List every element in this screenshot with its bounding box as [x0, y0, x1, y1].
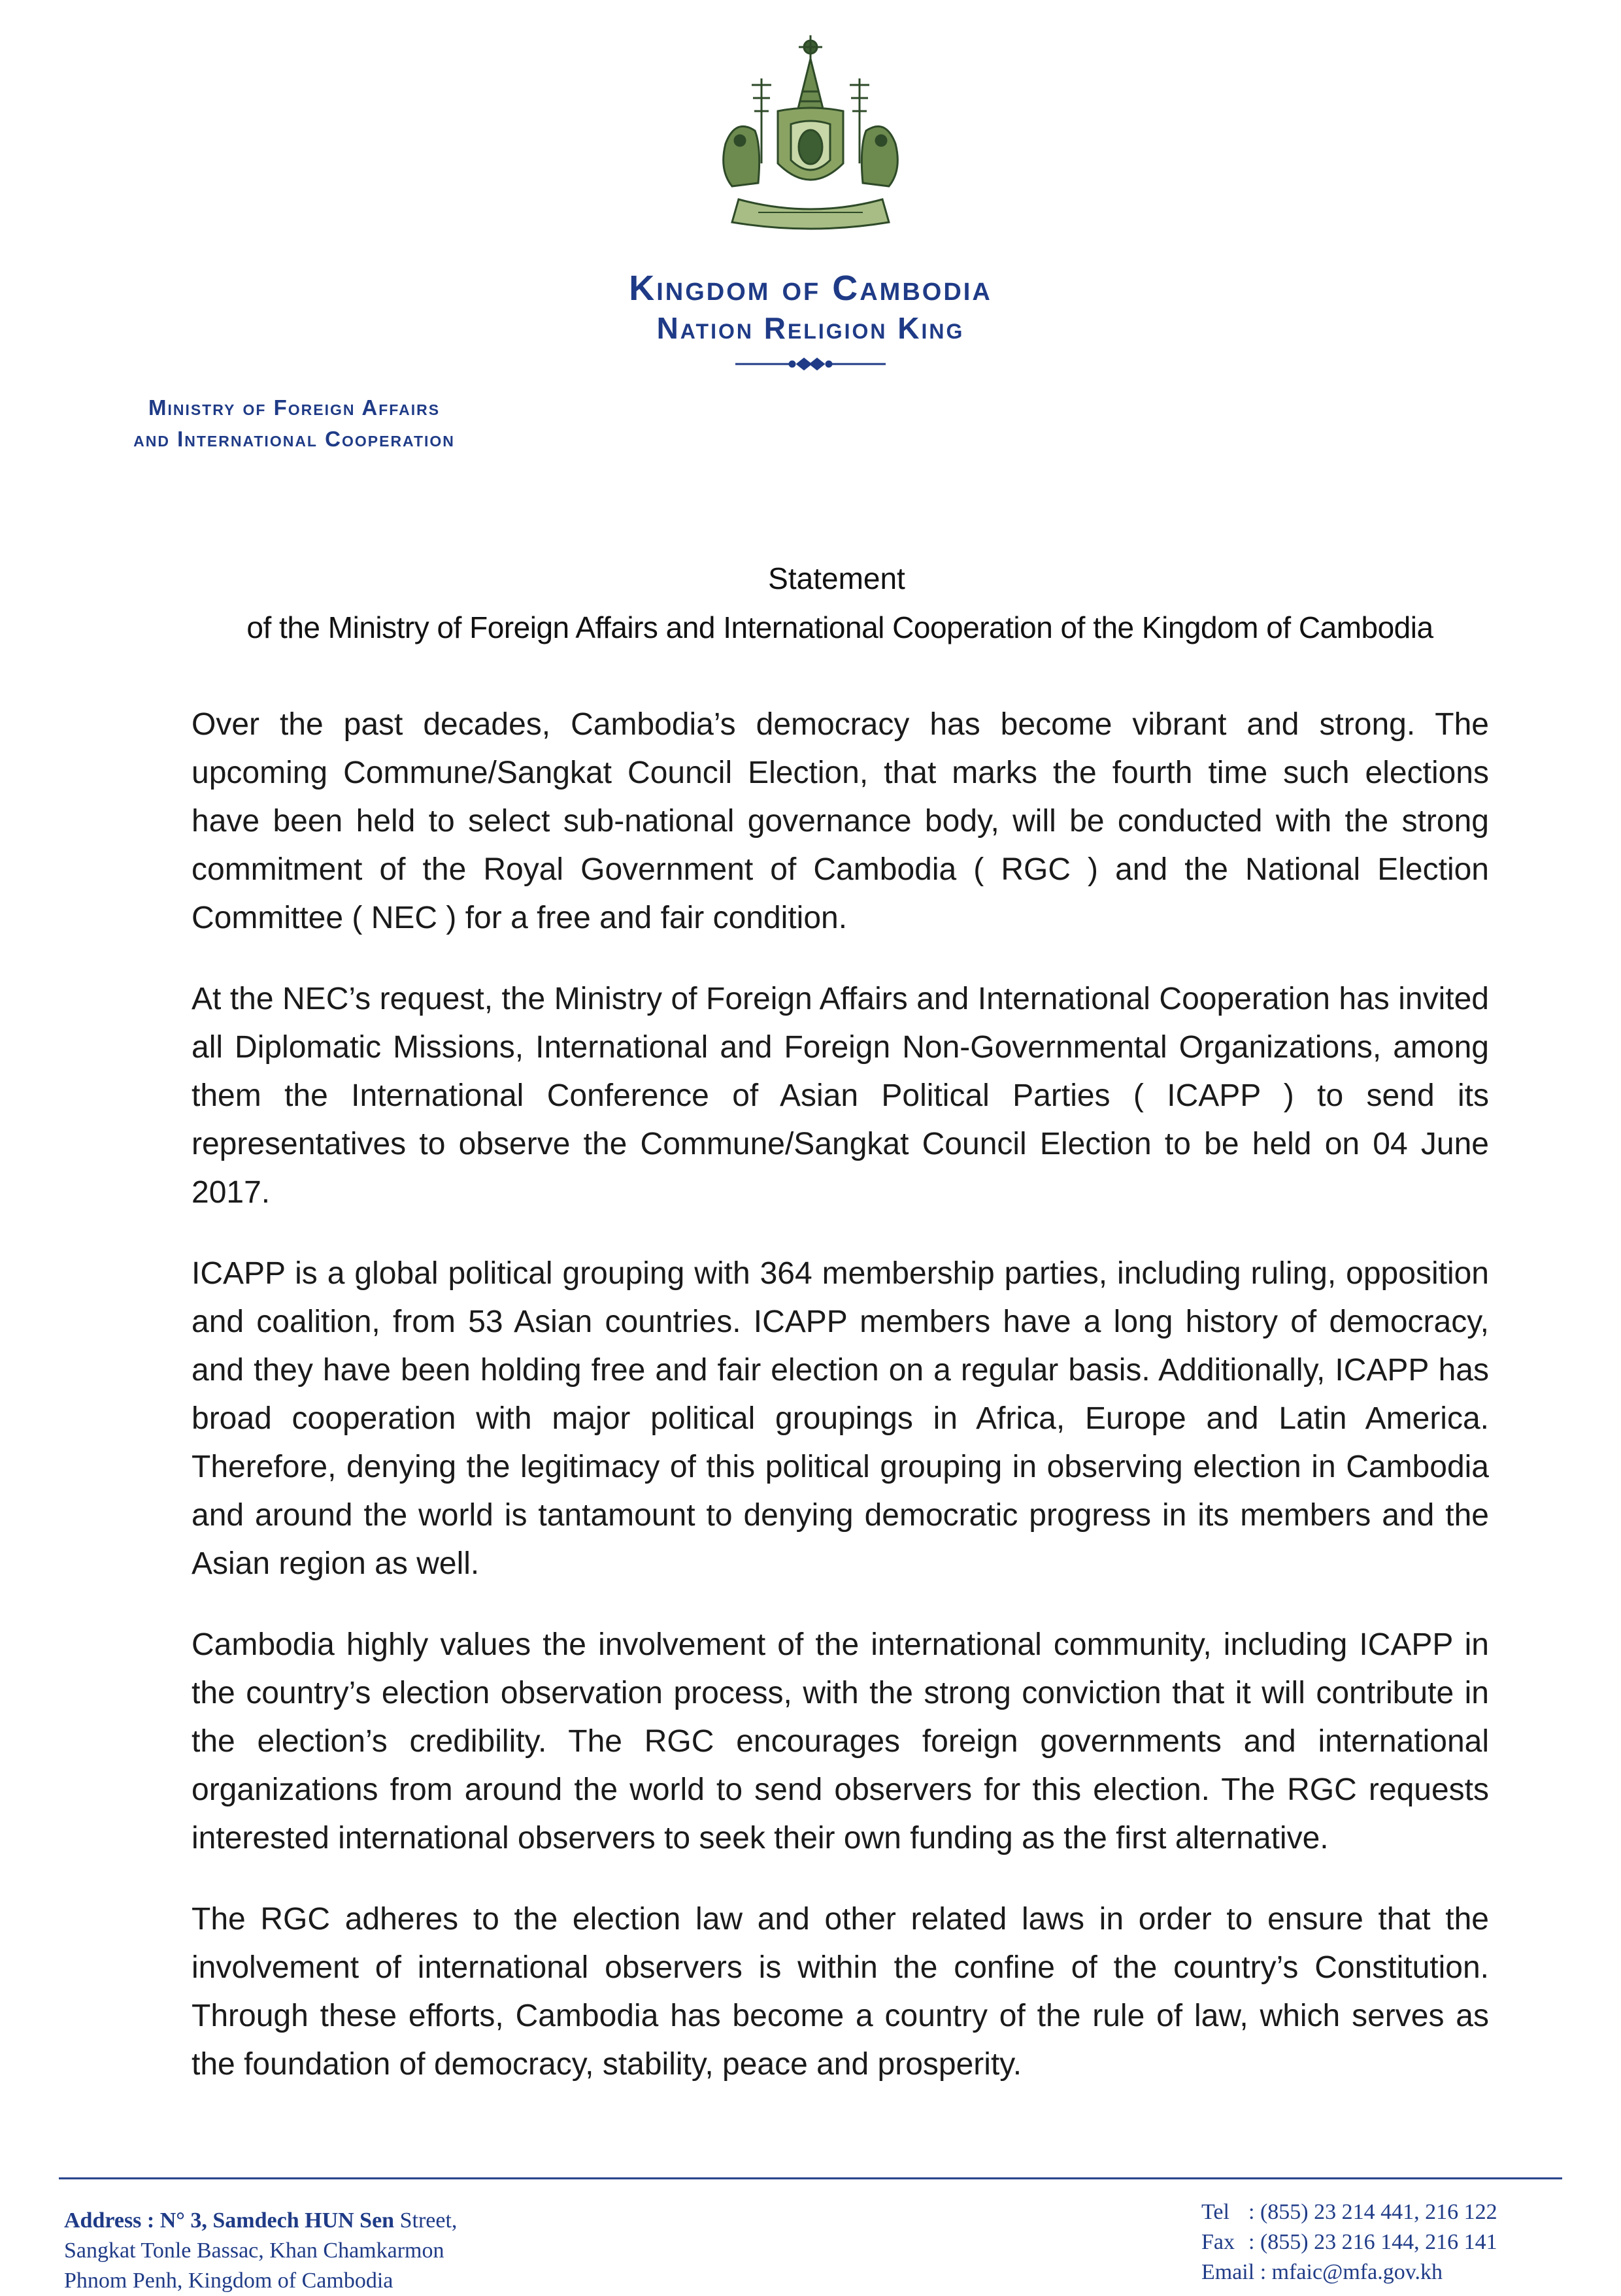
tel-value: : (855) 23 214 441, 216 122	[1248, 2200, 1497, 2224]
kingdom-title: Kingdom of Cambodia	[629, 269, 992, 308]
paragraph-5: The RGC adheres to the election law and other related laws in order to ensure that the involvement of international observers is within the confine of the country’s Constitution. Through these efforts, Cambodia has become a country of the rule of law, which serves as the foundation of democracy, stability, peace and prosperity.	[192, 1902, 1489, 2082]
footer-address	[64, 2206, 652, 2296]
footer-divider	[59, 2176, 1562, 2180]
email-value[interactable]: : mfaic@mfa.gov.kh	[1260, 2260, 1443, 2284]
paragraph-4: Cambodia highly values the involvement of the international community, including ICAPP in the country’s election observation process, with the strong conviction that it will contribute in the election’s credibility. The RGC encourages foreign governments and international organizations from around the world to send observers for this election. The RGC requests interested international observers to seek their own funding as the first alternative.	[192, 1627, 1489, 1855]
kingdom-motto: Nation Religion King	[656, 311, 965, 345]
address-label: Address :	[64, 2208, 155, 2233]
address-line-1	[64, 2206, 652, 2236]
statement-body	[192, 701, 1489, 2121]
paragraph-1: Over the past decades, Cambodia’s democracy has become vibrant and strong. The upcoming Commune/Sangkat Council Election, that marks the fourth time such elections have been held to select sub-national governance body, will be conducted with the strong commitment of the Royal Government of Cambodia ( RGC ) and the National Election Committee ( NEC ) for a free and fair condition.	[192, 707, 1489, 935]
ornament-divider-icon	[732, 356, 889, 372]
tel-label: Tel	[1201, 2200, 1229, 2224]
address-street-word: Street,	[399, 2208, 458, 2233]
address-line-3: Phnom Penh, Kingdom of Cambodia	[64, 2269, 393, 2293]
statement-subtitle: of the Ministry of Foreign Affairs and International Cooperation of the Kingdom of Cambodia	[246, 610, 1433, 644]
ministry-name	[39, 392, 549, 455]
royal-coat-of-arms-icon	[699, 33, 922, 235]
paragraph-2: At the NEC’s request, the Ministry of Foreign Affairs and International Cooperation has invited all Diplomatic Missions, International and Foreign Non-Governmental Organizations, among them the International Conference of Asian Political Parties ( ICAPP ) to send its representatives to observe the Commune/Sangkat Council Election to be held on 04 June 2017.	[192, 982, 1489, 1210]
fax-value: : (855) 23 216 144, 216 141	[1248, 2230, 1497, 2254]
address-number-street: N° 3, Samdech HUN Sen	[159, 2208, 395, 2233]
statement-title: Statement	[768, 561, 905, 595]
contact-tel	[1201, 2197, 1567, 2227]
ministry-line-1: Ministry of Foreign Affairs	[148, 395, 441, 420]
footer-contact	[1201, 2197, 1567, 2288]
contact-fax	[1201, 2227, 1567, 2257]
address-line-2: Sangkat Tonle Bassac, Khan Chamkarmon	[64, 2238, 444, 2263]
fax-label: Fax	[1201, 2230, 1235, 2254]
email-label: Email	[1201, 2260, 1255, 2284]
paragraph-3: ICAPP is a global political grouping with 364 membership parties, including ruling, opposition and coalition, from 53 Asian countries. ICAPP members have a long history of democracy, and they have been holding free and fair election on a regular basis. Additionally, ICAPP has broad cooperation with major political groupings in Africa, Europe and Latin America. Therefore, denying the legitimacy of this political grouping in observing election in Cambodia and around the world is tantamount to denying democratic progress in its members and the Asian region as well.	[192, 1256, 1489, 1581]
contact-email	[1201, 2257, 1567, 2288]
ministry-line-2: and International Cooperation	[133, 427, 455, 451]
